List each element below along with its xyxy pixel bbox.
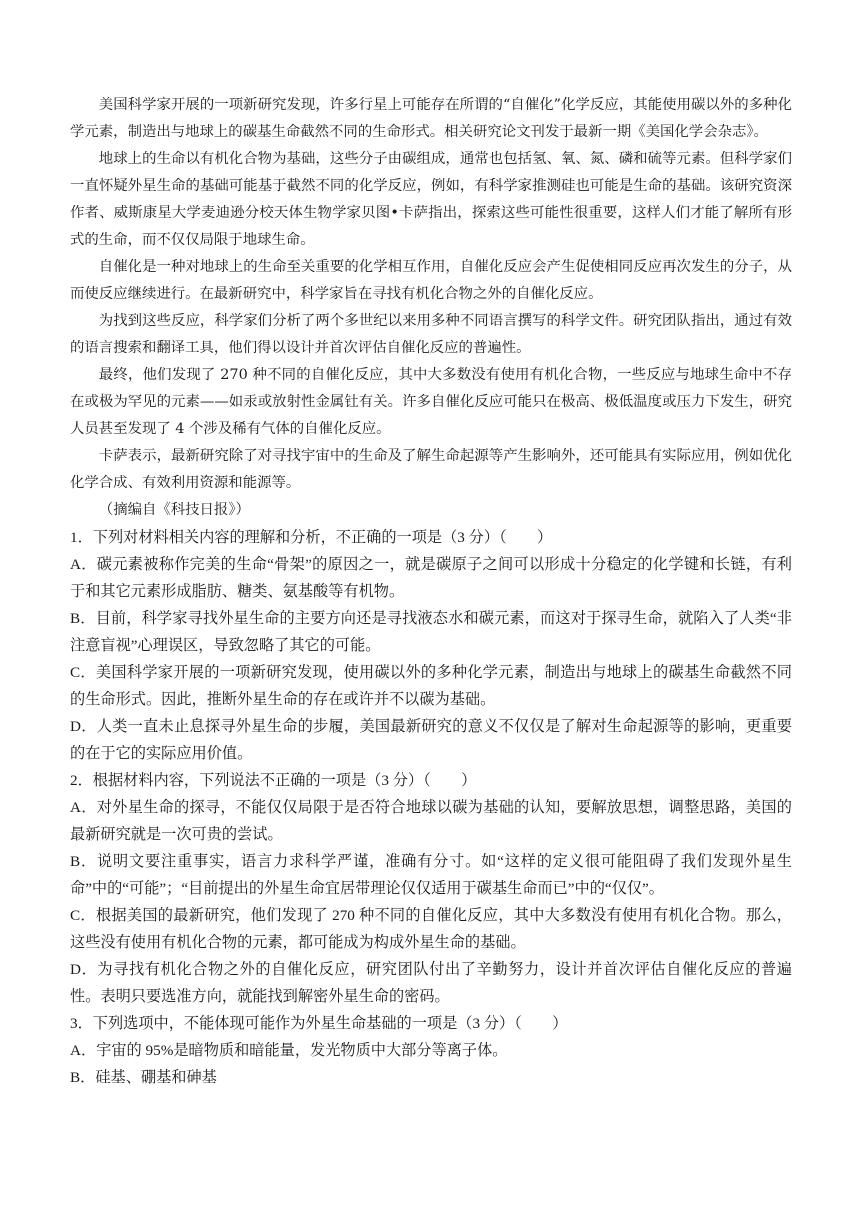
option-b: B．目前，科学家寻找外星生命的主要方向还是寻找液态水和碳元素，而这对于探寻生命，就陷入了人类“非注意盲视”心理误区，导致忽略了其它的可能。	[70, 610, 792, 654]
passage-paragraph: 最终，他们发现了 270 种不同的自催化反应，其中大多数没有使用有机化合物，一些反应与地球生命中不存在或极为罕见的元素——如汞或放射性金属钍有关。许多自催化反应可能只在极高、极低温度或压力下发生，研究人员甚至发现了 4 个涉及稀有气体的自催化反应。	[70, 367, 792, 437]
exam-page	[70, 92, 792, 1091]
passage-paragraph: 美国科学家开展的一项新研究发现，许多行星上可能存在所谓的“自催化”化学反应，其能使用碳以外的多种化学元素，制造出与地球上的碳基生命截然不同的生命形式。相关研究论文刊发于最新一期《美国化学会杂志》。	[70, 97, 792, 140]
passage-paragraph: 自催化是一种对地球上的生命至关重要的化学相互作用，自催化反应会产生促使相同反应再次发生的分子，从而使反应继续进行。在最新研究中，科学家旨在寻找有机化合物之外的自催化反应。	[70, 259, 792, 302]
option-b: B．硅基、硼基和砷基	[70, 1069, 217, 1086]
passage-paragraph: 地球上的生命以有机化合物为基础，这些分子由碳组成，通常也包括氢、氧、氮、磷和硫等元素。但科学家们一直怀疑外星生命的基础可能基于截然不同的化学反应，例如，有科学家推测硅也可能是生命的基础。该研究资深作者、威斯康星大学麦迪逊分校天体生物学家贝图•卡萨指出，探索这些可能性很重要，这样人们才能了解所有形式的生命，而不仅仅局限于地球生命。	[70, 151, 792, 248]
question-1	[70, 524, 792, 767]
passage-paragraph: 为找到这些反应，科学家们分析了两个多世纪以来用多种不同语言撰写的科学文件。研究团队指出，通过有效的语言搜索和翻译工具，他们得以设计并首次评估自催化反应的普遍性。	[70, 313, 792, 356]
question-stem: 2．根据材料内容，下列说法不正确的一项是（3 分）（ ）	[70, 772, 477, 789]
question-stem: 3．下列选项中，不能体现可能作为外星生命基础的一项是（3 分）（ ）	[70, 1015, 568, 1032]
option-d: D．为寻找有机化合物之外的自催化反应，研究团队付出了辛勤努力，设计并首次评估自催化反应的普遍性。表明只要选准方向，就能找到解密外星生命的密码。	[70, 961, 792, 1005]
option-a: A．宇宙的 95%是暗物质和暗能量，发光物质中大部分等离子体。	[70, 1042, 508, 1059]
reading-passage	[70, 92, 792, 524]
option-d: D．人类一直未止息探寻外星生命的步履，美国最新研究的意义不仅仅是了解对生命起源等的影响，更重要的在于它的实际应用价值。	[70, 718, 792, 762]
option-a: A．碳元素被称作完美的生命“骨架”的原因之一，就是碳原子之间可以形成十分稳定的化学键和长链，有利于和其它元素形成脂肪、糖类、氨基酸等有机物。	[70, 556, 792, 600]
question-3	[70, 1010, 792, 1091]
option-a: A．对外星生命的探寻，不能仅仅局限于是否符合地球以碳为基础的认知，要解放思想，调整思路，美国的最新研究就是一次可贵的尝试。	[70, 799, 792, 843]
question-stem: 1．下列对材料相关内容的理解和分析，不正确的一项是（3 分）（ ）	[70, 529, 553, 546]
option-c: C．根据美国的最新研究，他们发现了 270 种不同的自催化反应，其中大多数没有使用有机化合物。那么，这些没有使用有机化合物的元素，都可能成为构成外星生命的基础。	[70, 907, 792, 951]
question-list	[70, 524, 792, 1091]
passage-paragraph: 卡萨表示，最新研究除了对寻找宇宙中的生命及了解生命起源等产生影响外，还可能具有实际应用，例如优化化学合成、有效利用资源和能源等。	[70, 448, 792, 491]
passage-source: （摘编自《科技日报》）	[98, 502, 250, 518]
question-2	[70, 767, 792, 1010]
option-b: B．说明文要注重事实，语言力求科学严谨，准确有分寸。如“这样的定义很可能阻碍了我们发现外星生命”中的“可能”；“目前提出的外星生命宜居带理论仅仅适用于碳基生命而已”中的“仅仅”。	[70, 853, 792, 897]
option-c: C．美国科学家开展的一项新研究发现，使用碳以外的多种化学元素，制造出与地球上的碳基生命截然不同的生命形式。因此，推断外星生命的存在或许并不以碳为基础。	[70, 664, 792, 708]
